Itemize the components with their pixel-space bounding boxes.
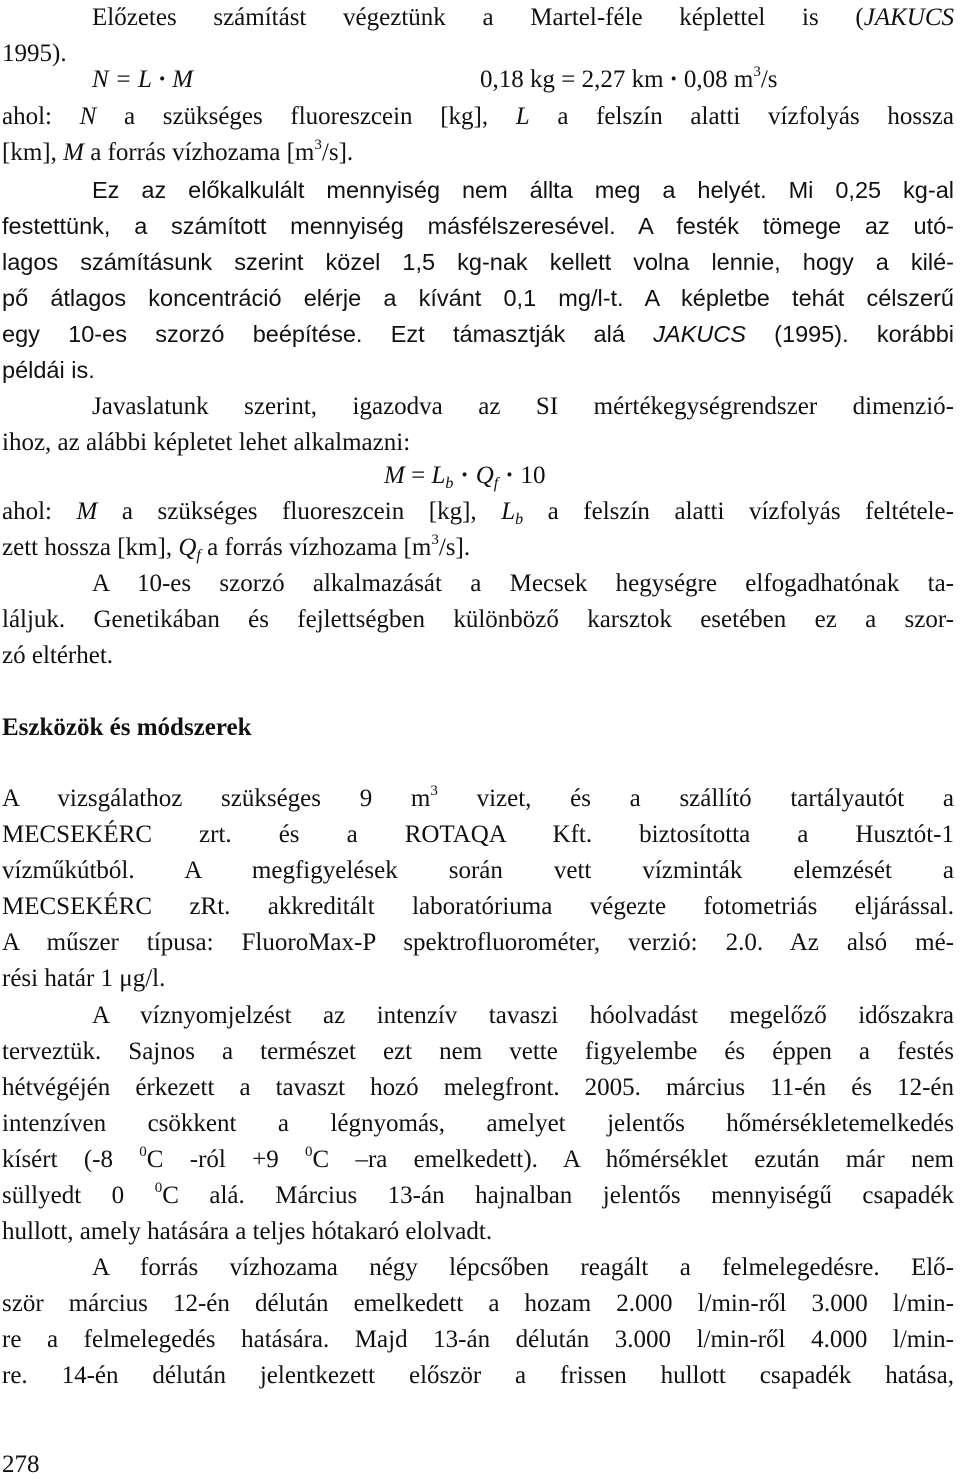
p4-line-1: A 10-es szorzó alkalmazását a Mecsek hegységre elfogadhatónak ta- <box>92 570 954 597</box>
formula-martel-calc: 0,18 kg = 2,27 km · 0,08 $m^3/s$ <box>480 64 778 93</box>
p7-line-2: ször március 12-én délután emelkedett a hozam 2.000 l/min-ről 3.000 l/min- <box>2 1290 954 1317</box>
where2-line-2: zett hossza [km], $Q_f$ a forrás vízhozama $[m^3/s]$. <box>2 532 471 564</box>
p6-line-5: kísért (-8 $^0$C -ról +9 $^0$C –ra emelkedett). A hőmérséklet ezután már nem <box>2 1144 954 1173</box>
p6-line-4: intenzíven csökkent a légnyomás, amelyet jelentős hőmérsékletemelkedés <box>2 1110 954 1137</box>
p7-line-4: re. 14-én délután jelentkezett először a frissen hullott csapadék hatása, <box>2 1362 954 1389</box>
p6-line-7: hullott, amely hatására a teljes hótakaró elolvadt. <box>2 1218 493 1245</box>
formula-proposed: $M = L_b \cdot Q_f \cdot 10$ <box>384 462 546 492</box>
p4-line-2: láljuk. Genetikában és fejlettségben különböző karsztok esetében ez a szor- <box>2 606 954 633</box>
p2-line-6: példái is. <box>2 357 95 383</box>
p6-line-1: A víznyomjelzést az intenzív tavaszi hóolvadást megelőző időszakra <box>92 1002 954 1029</box>
where2-line-1: ahol: M a szükséges fluoreszcein [kg], $L_b$ a felszín alatti vízfolyás feltétele- <box>2 498 954 528</box>
p5-line-1: A vizsgálathoz szükséges 9 $m^3$ vizet, és a szállító tartályautót a <box>2 783 954 812</box>
p2-line-2: festettünk, a számított mennyiség másfélszeresével. A festék tömege az utó- <box>2 213 954 239</box>
p3-line-2: ihoz, az alábbi képletet lehet alkalmazni: <box>2 429 411 456</box>
p5-line-2: MECSEKÉRC zrt. és a ROTAQA Kft. biztosította a Husztót-1 <box>2 821 954 848</box>
where1-line-1: ahol: N a szükséges fluoreszcein [kg], L a felszín alatti vízfolyás hossza <box>2 103 954 130</box>
p1-line-2: 1995). <box>2 40 67 67</box>
p5-line-6: rési határ 1 μg/l. <box>2 965 166 992</box>
page-number: 278 <box>2 1451 40 1478</box>
p3-line-1: Javaslatunk szerint, igazodva az SI mértékegységrendszer dimenzió- <box>92 393 954 420</box>
p7-line-1: A forrás vízhozama négy lépcsőben reagált a felmelegedésre. Elő- <box>92 1254 954 1281</box>
p6-line-3: hétvégéjén érkezett a tavaszt hozó melegfront. 2005. március 11-én és 12-én <box>2 1074 954 1101</box>
p2-line-1: Ez az előkalkulált mennyiség nem állta meg a helyét. Mi 0,25 kg-al <box>92 177 954 203</box>
p6-line-6: süllyedt 0 $^0$C alá. Március 13-án hajnalban jelentős mennyiségű csapadék <box>2 1180 954 1209</box>
p1-line-1: Előzetes számítást végeztünk a Martel-féle képlettel is (JAKUCS <box>92 4 954 31</box>
where1-line-2: [km], M a forrás vízhozama $[m^3/s]$. <box>2 137 354 166</box>
p2-line-5: egy 10-es szorzó beépítése. Ezt támasztják alá JAKUCS (1995). korábbi <box>2 321 954 347</box>
p5-line-3: vízműkútból. A megfigyelések során vett vízminták elemzését a <box>2 857 954 884</box>
p2-line-4: pő átlagos koncentráció elérje a kívánt 0,1 mg/l-t. A képletbe tehát célszerű <box>2 285 954 311</box>
p2-line-3: lagos számításunk szerint közel 1,5 kg-nak kellett volna lennie, hogy a kilé- <box>2 249 954 275</box>
p4-line-3: zó eltérhet. <box>2 642 114 669</box>
p6-line-2: terveztük. Sajnos a természet ezt nem vette figyelembe és éppen a festés <box>2 1038 954 1065</box>
section-heading: Eszközök és módszerek <box>2 714 252 741</box>
p5-line-4: MECSEKÉRC zRt. akkreditált laboratóriuma végezte fotometriás eljárással. <box>2 893 954 920</box>
p5-line-5: A műszer típusa: FluoroMax-P spektrofluorométer, verzió: 2.0. Az alsó mé- <box>2 929 954 956</box>
p7-line-3: re a felmelegedés hatására. Majd 13-án délután 3.000 l/min-ről 4.000 l/min- <box>2 1326 954 1353</box>
formula-martel: N = L · M <box>92 66 194 93</box>
